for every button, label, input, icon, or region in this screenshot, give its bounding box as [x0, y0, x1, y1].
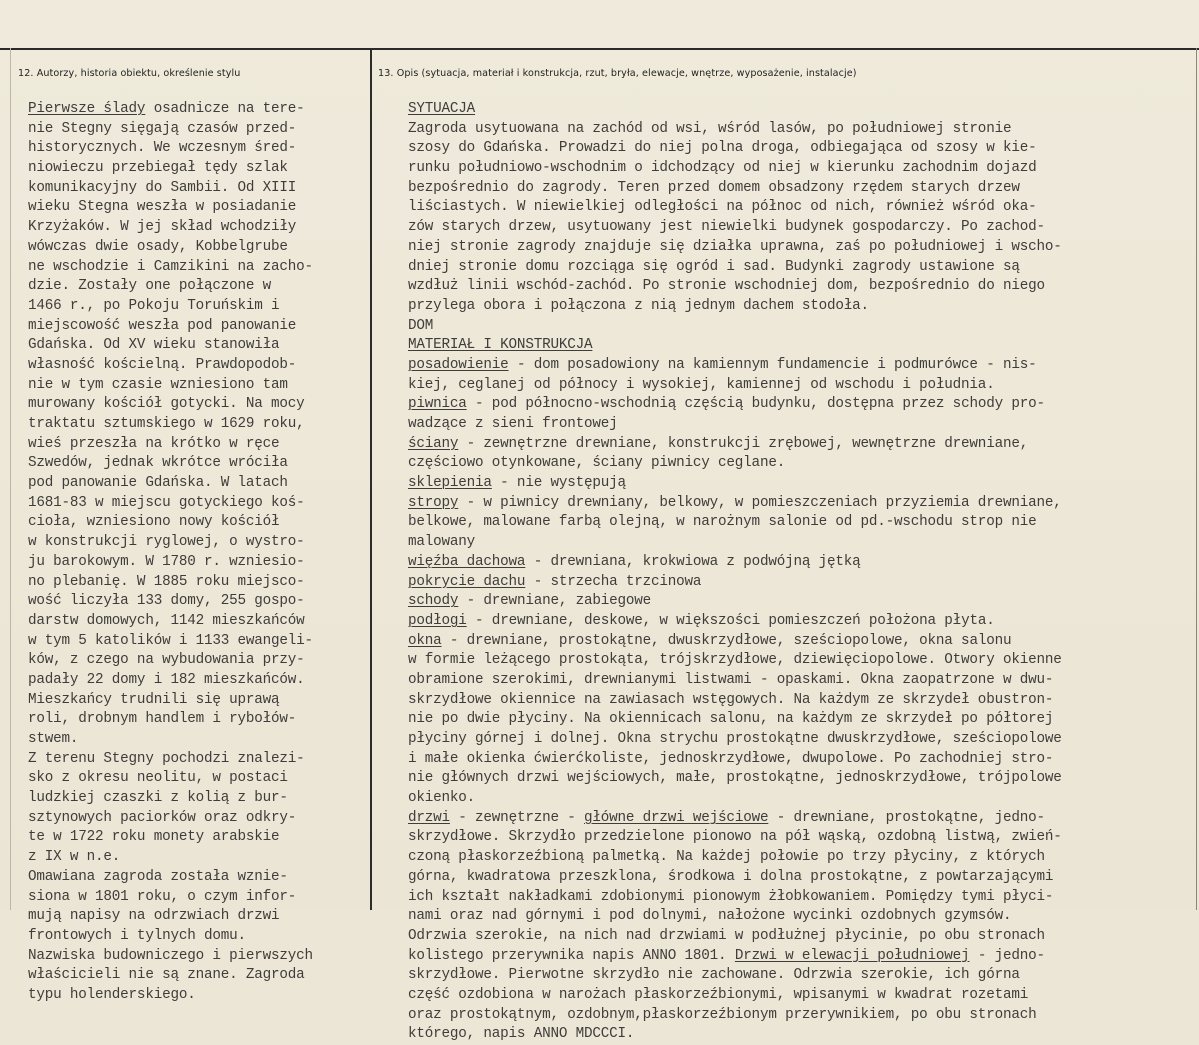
text-line [408, 888, 1196, 908]
text-line [28, 710, 368, 730]
text-line [408, 376, 1196, 396]
text-run: - drewniane, prostokątne, jedno- [768, 809, 1045, 826]
underlined-term: okna [408, 632, 442, 649]
text-run: zów starych drzew, usytuowany jest niewielki budynek gospodarczy. Po zachod- [408, 219, 1045, 236]
text-line [408, 868, 1196, 888]
text-line [28, 907, 368, 927]
text-line [408, 356, 1196, 376]
text-line [408, 1025, 1196, 1045]
top-rule [0, 48, 1199, 50]
text-run: w formie leżącego prostokąta, trójskrzydłowe, dziewięciopolowe. Otwory okienne [408, 652, 1062, 669]
text-line [28, 317, 368, 337]
text-line [28, 573, 368, 593]
text-line [408, 336, 1196, 356]
text-run: 1466 r., po Pokoju Toruńskim i [28, 297, 280, 314]
text-line [28, 218, 368, 238]
text-run: Krzyżaków. W jej skład wchodziły [28, 219, 297, 236]
underlined-term: pokrycie dachu [408, 573, 526, 590]
text-line [28, 553, 368, 573]
text-run: przylega obora i połączona z nią jednym dachem stodoła. [408, 297, 869, 314]
text-line [28, 750, 368, 770]
text-line [408, 139, 1196, 159]
text-line [28, 238, 368, 258]
text-line [408, 632, 1196, 652]
text-line [28, 376, 368, 396]
text-line [408, 612, 1196, 632]
text-run: osadnicze na tere- [145, 101, 305, 117]
text-run: Zagroda usytuowana na zachód od wsi, wśród lasów, po południowej stronie [408, 120, 1012, 137]
text-run: wieś przeszła na krótko w ręce [28, 435, 280, 452]
text-run: Nazwiska budowniczego i pierwszych [28, 947, 313, 964]
text-line [28, 258, 368, 278]
text-run: liściastych. W niewielkiej odległości na północ od nich, również wśród oka- [408, 199, 1037, 216]
text-run: - jedno- [969, 947, 1045, 964]
underlined-term: podłogi [408, 612, 467, 629]
text-line [28, 828, 368, 848]
text-run: wieku Stegna weszła w posiadanie [28, 199, 297, 216]
text-line [28, 671, 368, 691]
text-line [408, 533, 1196, 553]
text-run: miejscowość weszła pod panowanie [28, 317, 297, 334]
text-line [28, 435, 368, 455]
text-line [408, 769, 1196, 789]
text-line [408, 691, 1196, 711]
text-run: - drewniane, zabiegowe [458, 593, 652, 610]
right-edge-rule [1196, 48, 1197, 910]
text-run: mują napisy na odrzwiach drzwi [28, 908, 280, 925]
text-run: roli, drobnym handlem i rybołów- [28, 711, 297, 728]
text-line [408, 750, 1196, 770]
text-line [408, 947, 1196, 967]
underlined-term: stropy [408, 494, 459, 511]
text-run: traktatu sztumskiego w 1629 roku, [28, 416, 305, 432]
text-line [28, 336, 368, 356]
text-line [408, 494, 1196, 514]
text-line [408, 100, 1196, 120]
text-run: własność kościelną. Prawdopodob- [28, 356, 297, 373]
text-line [28, 159, 368, 179]
text-run: wadzące z sieni frontowej [408, 416, 618, 432]
text-run: Odrzwia szerokie, na nich nad drzwiami w podłużnej płycinie, po obu stronach [408, 927, 1045, 944]
text-line [408, 927, 1196, 947]
text-line [28, 277, 368, 297]
text-run: malowany [408, 534, 476, 551]
section-12-header: 12. Autorzy, historia obiektu, określenie stylu [18, 68, 241, 79]
underlined-term: główne drzwi wejściowe [583, 809, 769, 826]
underlined-term: Pierwsze ślady [28, 101, 146, 117]
text-line [28, 789, 368, 809]
text-run: - zewnętrzne drewniane, konstrukcji zrębowej, wewnętrzne drewniane, [458, 435, 1029, 452]
text-run: sztynowych paciorków oraz odkry- [28, 809, 297, 826]
underlined-term: drzwi [408, 809, 450, 826]
text-line [408, 848, 1196, 868]
underlined-term: więźba dachowa [408, 553, 526, 570]
text-line [408, 651, 1196, 671]
text-line [28, 651, 368, 671]
text-run: ich kształt nakładkami zdobionymi pionowym żłobkowaniem. Pomiędzy tymi płyci- [408, 888, 1054, 905]
description-column [408, 100, 1196, 1045]
text-run: wość liczyła 133 domy, 255 gospo- [28, 593, 305, 610]
text-run: i małe okienka ćwierćkoliste, jednoskrzydłowe, dwupolowe. Po zachodniej stro- [408, 750, 1054, 767]
text-line [408, 730, 1196, 750]
text-line [28, 986, 368, 1006]
section-13-header: 13. Opis (sytuacja, materiał i konstrukcja, rzut, bryła, elewacje, wnętrze, wyposażenie, instalacje) [378, 68, 857, 79]
text-line [408, 297, 1196, 317]
text-run: frontowych i tylnych domu. [28, 927, 246, 944]
text-line [28, 356, 368, 376]
text-line [408, 277, 1196, 297]
text-run: ju barokowym. W 1780 r. wzniesio- [28, 553, 305, 570]
underlined-term: piwnica [408, 396, 467, 413]
text-line [408, 553, 1196, 573]
text-line [408, 710, 1196, 730]
text-line [408, 415, 1196, 435]
text-line [408, 218, 1196, 238]
text-run: częściowo otynkowane, ściany piwnicy ceglane. [408, 455, 786, 472]
text-line [28, 691, 368, 711]
text-line [28, 592, 368, 612]
text-run: ne wschodzie i Camzikini na zacho- [28, 258, 313, 275]
text-line [408, 238, 1196, 258]
text-run: właścicieli nie są znane. Zagroda [28, 967, 305, 984]
text-line [408, 671, 1196, 691]
text-run: darstw domowych, 1142 mieszkańców [28, 612, 305, 629]
text-run: obramione szerokimi, drewnianymi listwami - opaskami. Okna zaopatrzone w dwu- [408, 671, 1054, 688]
underlined-term: MATERIAŁ I KONSTRUKCJA [408, 337, 593, 354]
text-line [28, 888, 368, 908]
text-run: górna, kwadratowa przeszklona, środkowa i dolna prostokątne, z powtarzającymi [408, 868, 1054, 885]
text-line [28, 513, 368, 533]
text-line [408, 120, 1196, 140]
text-run: nami oraz nad górnymi i pod dolnymi, nałożone wycinki ozdobnych gzymsów. [408, 908, 1012, 925]
text-run: cioła, wzniesiono nowy kościół [28, 514, 280, 531]
text-run: runku południowo-wschodnim o idchodzący od niej w kierunku zachodnim dojazd [408, 160, 1037, 177]
text-line [408, 1006, 1196, 1026]
text-line [28, 474, 368, 494]
text-run: stwem. [28, 731, 79, 747]
text-line [408, 258, 1196, 278]
text-run: bezpośrednio do zagrody. Teren przed domem obsadzony rzędem starych drzew [408, 179, 1020, 196]
text-line [28, 494, 368, 514]
text-run: - drewniana, krokwiowa z podwójną jętką [525, 553, 861, 570]
text-line [408, 513, 1196, 533]
text-run: kiej, ceglanej od północy i wysokiej, kamiennej od wschodu i południa. [408, 376, 995, 393]
text-run: no plebanię. W 1885 roku miejsco- [28, 573, 305, 590]
text-run: ludzkiej czaszki z kolią z bur- [28, 790, 288, 807]
text-run: szosy do Gdańska. Prowadzi do niej polna droga, odbiegająca od szosy w kie- [408, 140, 1037, 157]
underlined-term: ściany [408, 435, 459, 452]
text-run: - zewnętrzne - [449, 809, 584, 826]
text-line [28, 297, 368, 317]
text-line [408, 159, 1196, 179]
underlined-term: SYTUACJA [408, 101, 476, 117]
text-run: siona w 1801 roku, o czym infor- [28, 888, 297, 905]
text-run: - dom posadowiony na kamiennym fundamencie i podmurówce - nis- [508, 356, 1037, 373]
text-run: skrzydłowe. Skrzydło przedzielone pionowo na pół wąską, ozdobną listwą, zwień- [408, 829, 1062, 846]
text-line [408, 198, 1196, 218]
text-line [408, 435, 1196, 455]
text-line [28, 533, 368, 553]
text-run: sko z okresu neolitu, w postaci [28, 770, 288, 787]
text-run: nie w tym czasie wzniesiono tam [28, 376, 288, 393]
text-run: nie po dwie płyciny. Na okiennicach salonu, na każdym ze skrzydeł po półtorej [408, 711, 1054, 728]
text-line [28, 198, 368, 218]
text-run: - w piwnicy drewniany, belkowy, w pomieszczeniach przyziemia drewniane, [458, 494, 1062, 511]
text-run: - strzecha trzcinowa [525, 573, 702, 590]
text-run: skrzydłowe. Pierwotne skrzydło nie zachowane. Odrzwia szerokie, ich górna [408, 967, 1020, 984]
text-line [28, 179, 368, 199]
text-run: okienko. [408, 790, 476, 807]
text-line [408, 986, 1196, 1006]
text-run: Gdańska. Od XV wieku stanowiła [28, 337, 280, 354]
text-line [28, 612, 368, 632]
text-line [28, 769, 368, 789]
text-run: - drewniane, prostokątne, dwuskrzydłowe, sześciopolowe, okna salonu [441, 632, 1012, 649]
text-run: komunikacyjny do Sambii. Od XIII [28, 179, 297, 196]
text-line [408, 317, 1196, 337]
text-run: oraz prostokątnym, ozdobnym,płaskorzeźbionym przerywnikiem, po obu stronach [408, 1006, 1037, 1023]
text-line [408, 809, 1196, 829]
text-line [408, 828, 1196, 848]
text-run: Z terenu Stegny pochodzi znalezi- [28, 750, 305, 767]
text-line [28, 947, 368, 967]
text-run: - drewniane, deskowe, w większości pomieszczeń położona płyta. [466, 612, 995, 629]
text-run: dzie. Zostały one połączone w [28, 278, 272, 295]
text-run: dniej stronie domu rozciąga się ogród i sad. Budynki zagrody ustawione są [408, 258, 1020, 275]
text-run: murowany kościół gotycki. Na mocy [28, 396, 305, 413]
text-run: czoną płaskorzeźbioną palmetką. Na każdej połowie po trzy płyciny, z których [408, 849, 1045, 866]
text-line [408, 907, 1196, 927]
underlined-term: schody [408, 593, 459, 610]
text-line [28, 966, 368, 986]
text-run: Szwedów, jednak wkrótce wróciła [28, 455, 288, 472]
text-run: te w 1722 roku monety arabskie [28, 829, 280, 846]
text-run: ków, z czego na wybudowania przy- [28, 652, 305, 669]
text-run: którego, napis ANNO MDCCCI. [408, 1026, 635, 1043]
text-line [408, 395, 1196, 415]
text-run: nie Stegny sięgają czasów przed- [28, 120, 297, 137]
text-run: Omawiana zagroda została wznie- [28, 868, 288, 885]
text-line [28, 632, 368, 652]
text-run: część ozdobiona w narożach płaskorzeźbionymi, wpisanymi w kwadrat rozetami [408, 986, 1029, 1003]
text-line [28, 730, 368, 750]
text-run: niej stronie zagrody znajduje się działka uprawna, zaś po południowej i wscho- [408, 238, 1062, 255]
text-line [408, 179, 1196, 199]
text-run: belkowe, malowane farbą olejną, w narożnym salonie od pd.-wschodu strop nie [408, 514, 1037, 531]
text-run: skrzydłowe okiennice na zawiasach wstęgowych. Na każdym ze skrzydeł obustron- [408, 691, 1054, 708]
text-run: w konstrukcji ryglowej, o wystro- [28, 534, 305, 551]
text-run: - nie występują [491, 475, 626, 492]
text-line [28, 415, 368, 435]
text-line [408, 573, 1196, 593]
text-run: padały 22 domy i 182 mieszkańców. [28, 671, 305, 688]
left-edge-rule [10, 48, 11, 910]
text-line [408, 454, 1196, 474]
text-run: niowieczu przebiegał tędy szlak [28, 160, 288, 177]
text-run: 1681-83 w miejscu gotyckiego koś- [28, 494, 305, 511]
text-line [28, 868, 368, 888]
underlined-term: sklepienia [408, 475, 492, 492]
text-run: pod panowanie Gdańska. W latach [28, 475, 288, 492]
text-line [408, 966, 1196, 986]
text-run: kolistego przerywnika napis ANNO 1801. [408, 947, 735, 964]
text-run: Mieszkańcy trudnili się uprawą [28, 691, 280, 708]
history-column [28, 100, 368, 1006]
text-run: historycznych. We wczesnym śred- [28, 140, 297, 157]
text-run: w tym 5 katolików i 1133 ewangeli- [28, 632, 313, 649]
text-run: - pod północno-wschodnią częścią budynku, dostępna przez schody pro- [466, 396, 1045, 413]
text-run: DOM [408, 317, 434, 334]
text-run: wówczas dwie osady, Kobbelgrube [28, 238, 288, 255]
text-run: typu holenderskiego. [28, 986, 196, 1003]
text-line [28, 139, 368, 159]
text-line [28, 100, 368, 120]
text-run: nie głównych drzwi wejściowych, małe, prostokątne, jednoskrzydłowe, trójpolowe [408, 770, 1062, 787]
text-line [28, 927, 368, 947]
text-line [28, 809, 368, 829]
text-run: z IX w n.e. [28, 849, 121, 866]
text-line [408, 474, 1196, 494]
underlined-term: posadowienie [408, 356, 509, 373]
text-line [28, 120, 368, 140]
column-divider [370, 48, 372, 910]
text-line [28, 454, 368, 474]
text-line [28, 848, 368, 868]
text-run: wzdłuż linii wschód-zachód. Po stronie wschodniej dom, bezpośrednio do niego [408, 278, 1045, 295]
text-line [408, 592, 1196, 612]
text-run: płyciny górnej i dolnej. Okna strychu prostokątne dwuskrzydłowe, sześciopolowe [408, 731, 1062, 747]
text-line [408, 789, 1196, 809]
text-line [28, 395, 368, 415]
underlined-term: Drzwi w elewacji południowej [734, 947, 970, 964]
